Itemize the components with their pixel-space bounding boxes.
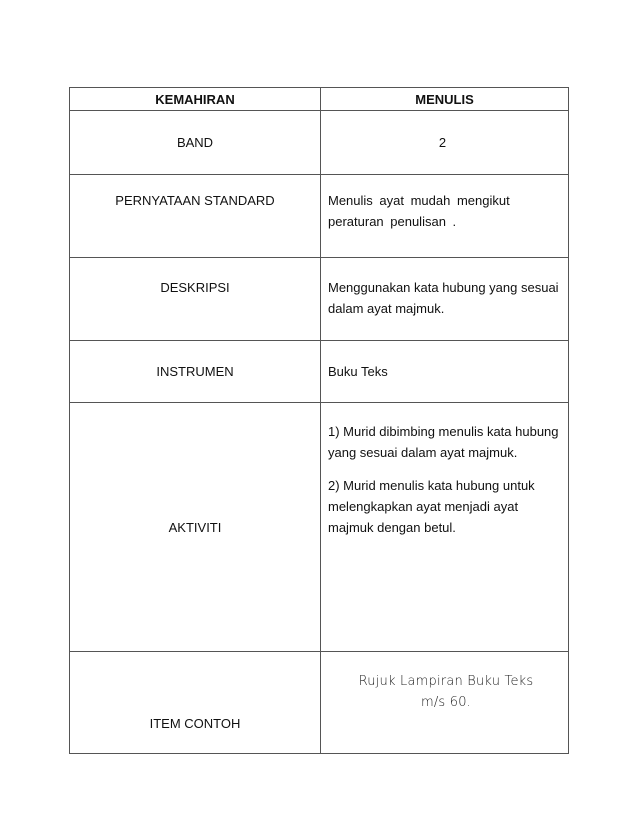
standard-value: Menulis ayat mudah mengikut peraturan penulisan . (321, 175, 569, 258)
deskripsi-value: Menggunakan kata hubung yang sesuai dalam ayat majmuk. (321, 258, 569, 341)
header-kemahiran: KEMAHIRAN (70, 88, 321, 111)
aktiviti-item-2: 2) Murid menulis kata hubung untuk melengkapkan ayat menjadi ayat majmuk dengan betul. (328, 478, 535, 535)
item-contoh-line-1: Rujuk Lampiran Buku Teks (358, 674, 534, 689)
item-contoh-label: ITEM CONTOH (70, 652, 321, 754)
instrumen-row (70, 341, 569, 403)
item-contoh-row (70, 652, 569, 754)
band-value: 2 (321, 111, 569, 175)
standard-label: PERNYATAAN STANDARD (70, 175, 321, 258)
band-label: BAND (70, 111, 321, 175)
deskripsi-row (70, 258, 569, 341)
aktiviti-label: AKTIVITI (70, 403, 321, 652)
instrumen-value: Buku Teks (321, 341, 569, 403)
band-row (70, 111, 569, 175)
deskripsi-label: DESKRIPSI (70, 258, 321, 341)
item-contoh-value (321, 652, 569, 754)
item-contoh-line-2: m/s 60. (420, 695, 472, 710)
header-row (70, 88, 569, 111)
aktiviti-row (70, 403, 569, 652)
instrumen-label: INSTRUMEN (70, 341, 321, 403)
standard-row (70, 175, 569, 258)
header-menulis: MENULIS (321, 88, 569, 111)
aktiviti-value (321, 403, 569, 652)
band-table (69, 87, 569, 754)
aktiviti-item-1: 1) Murid dibimbing menulis kata hubung yang sesuai dalam ayat majmuk. (328, 424, 559, 460)
